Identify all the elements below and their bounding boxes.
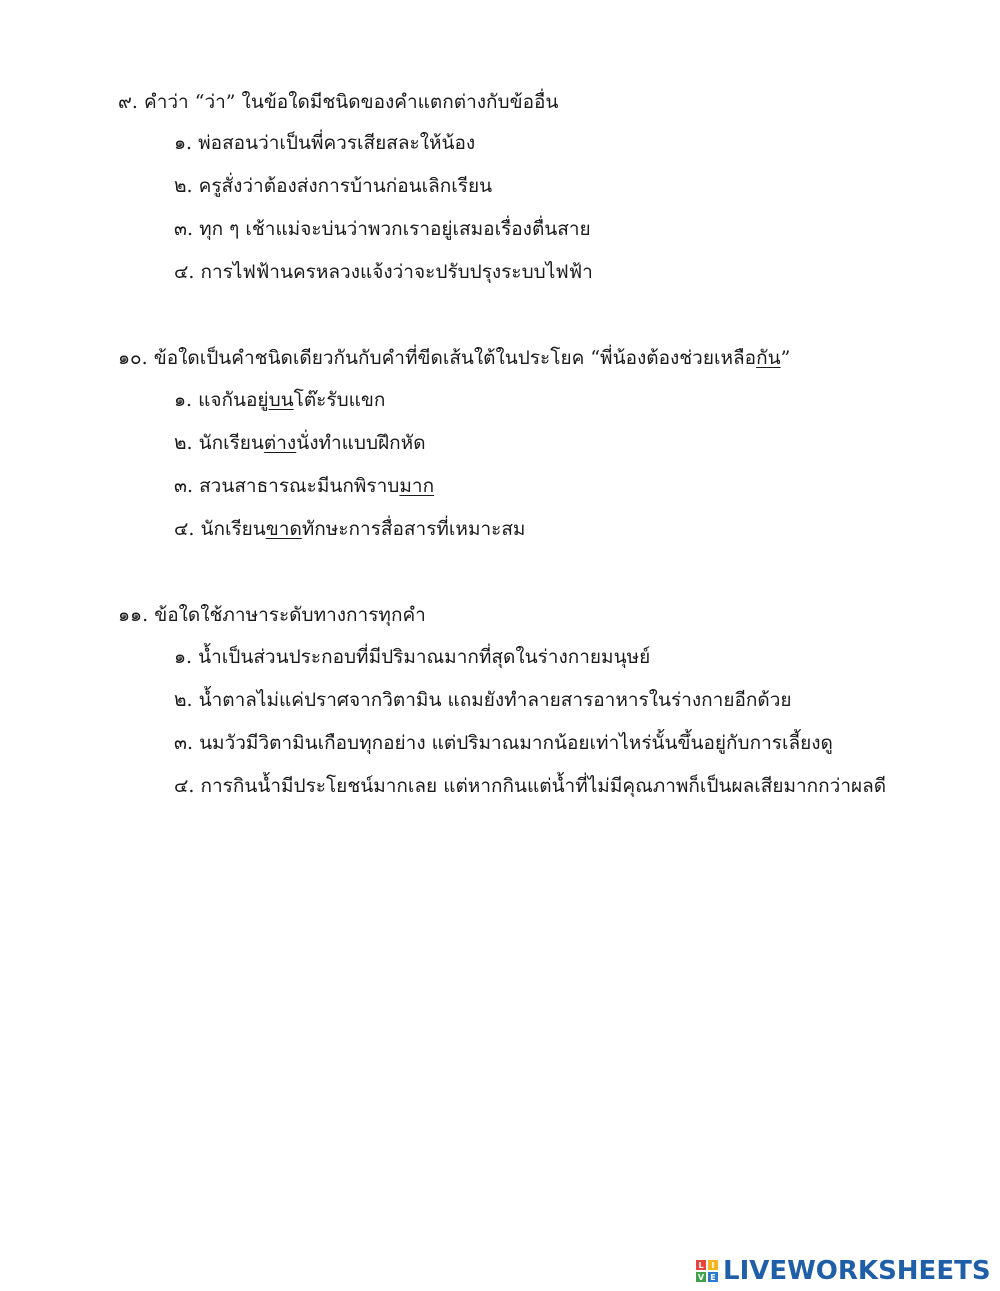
question-10-prompt-text: ๑๐. ข้อใดเป็นคำชนิดเดียวกันกับคำที่ขีดเส้นใต้ในประโยค “พี่น้องต้องช่วยเหลือ: [118, 347, 757, 369]
question-10-option-4: [174, 517, 525, 541]
option-text: นั่งทำแบบฝึกหัด: [296, 432, 426, 454]
question-10-option-1: [174, 388, 385, 412]
question-10-prompt-underlined: กัน: [756, 347, 781, 369]
logo-text: LIVEWORKSHEETS: [723, 1256, 991, 1286]
option-text: ๔. นักเรียน: [174, 518, 266, 540]
option-text: ๓. สวนสาธารณะมีนกพิราบ: [174, 475, 400, 497]
question-11-prompt: ๑๑. ข้อใดใช้ภาษาระดับทางการทุกคำ: [118, 604, 426, 626]
question-11-option-1: ๑. น้ำเป็นส่วนประกอบที่มีปริมาณมากที่สุดในร่างกายมนุษย์: [174, 646, 651, 668]
question-11-option-4: ๔. การกินน้ำมีประโยชน์มากเลย แต่หากกินแต่น้ำที่ไม่มีคุณภาพก็เป็นผลเสียมากกว่าผลดี: [174, 775, 887, 797]
logo-mark-icon: [696, 1260, 718, 1282]
question-11-option-2: ๒. น้ำตาลไม่แค่ปราศจากวิตามิน แถมยังทำลายสารอาหารในร่างกายอีกด้วย: [174, 689, 792, 711]
question-9-option-2: ๒. ครูสั่งว่าต้องส่งการบ้านก่อนเลิกเรียน: [174, 175, 493, 197]
option-text: ๒. นักเรียน: [174, 432, 264, 454]
question-10-option-2: [174, 431, 426, 455]
logo-mark-tile: L: [696, 1260, 706, 1270]
option-text: ทักษะการสื่อสารที่เหมาะสม: [301, 518, 526, 540]
question-9-option-3: ๓. ทุก ๆ เช้าแม่จะบ่นว่าพวกเราอยู่เสมอเรื่องตื่นสาย: [174, 218, 591, 240]
logo-mark-tile: I: [708, 1260, 718, 1270]
option-underlined-word: มาก: [399, 475, 435, 497]
question-9-prompt: ๙. คำว่า “ว่า” ในข้อใดมีชนิดของคำแตกต่างกับข้ออื่น: [118, 91, 559, 113]
question-9-option-1: ๑. พ่อสอนว่าเป็นพี่ควรเสียสละให้น้อง: [174, 132, 476, 154]
option-underlined-word: ขาด: [265, 518, 302, 540]
option-underlined-word: บน: [268, 389, 294, 411]
logo-mark-tile: E: [708, 1272, 718, 1282]
question-11-option-3: ๓. นมวัวมีวิตามินเกือบทุกอย่าง แต่ปริมาณมากน้อยเท่าไหร่นั้นขึ้นอยู่กับการเลี้ยงดู: [174, 732, 833, 754]
option-text: ๑. แจกันอยู่: [174, 389, 269, 411]
question-9-option-4: ๔. การไฟฟ้านครหลวงแจ้งว่าจะปรับปรุงระบบไฟฟ้า: [174, 261, 593, 283]
question-10-prompt-close-quote: ”: [780, 347, 791, 369]
option-text: โต๊ะรับแขก: [293, 389, 386, 411]
option-underlined-word: ต่าง: [263, 432, 297, 454]
question-10-prompt: [118, 346, 790, 370]
question-10-option-3: [174, 474, 434, 498]
liveworksheets-logo: [696, 1253, 991, 1289]
logo-mark-tile: V: [697, 1272, 705, 1282]
